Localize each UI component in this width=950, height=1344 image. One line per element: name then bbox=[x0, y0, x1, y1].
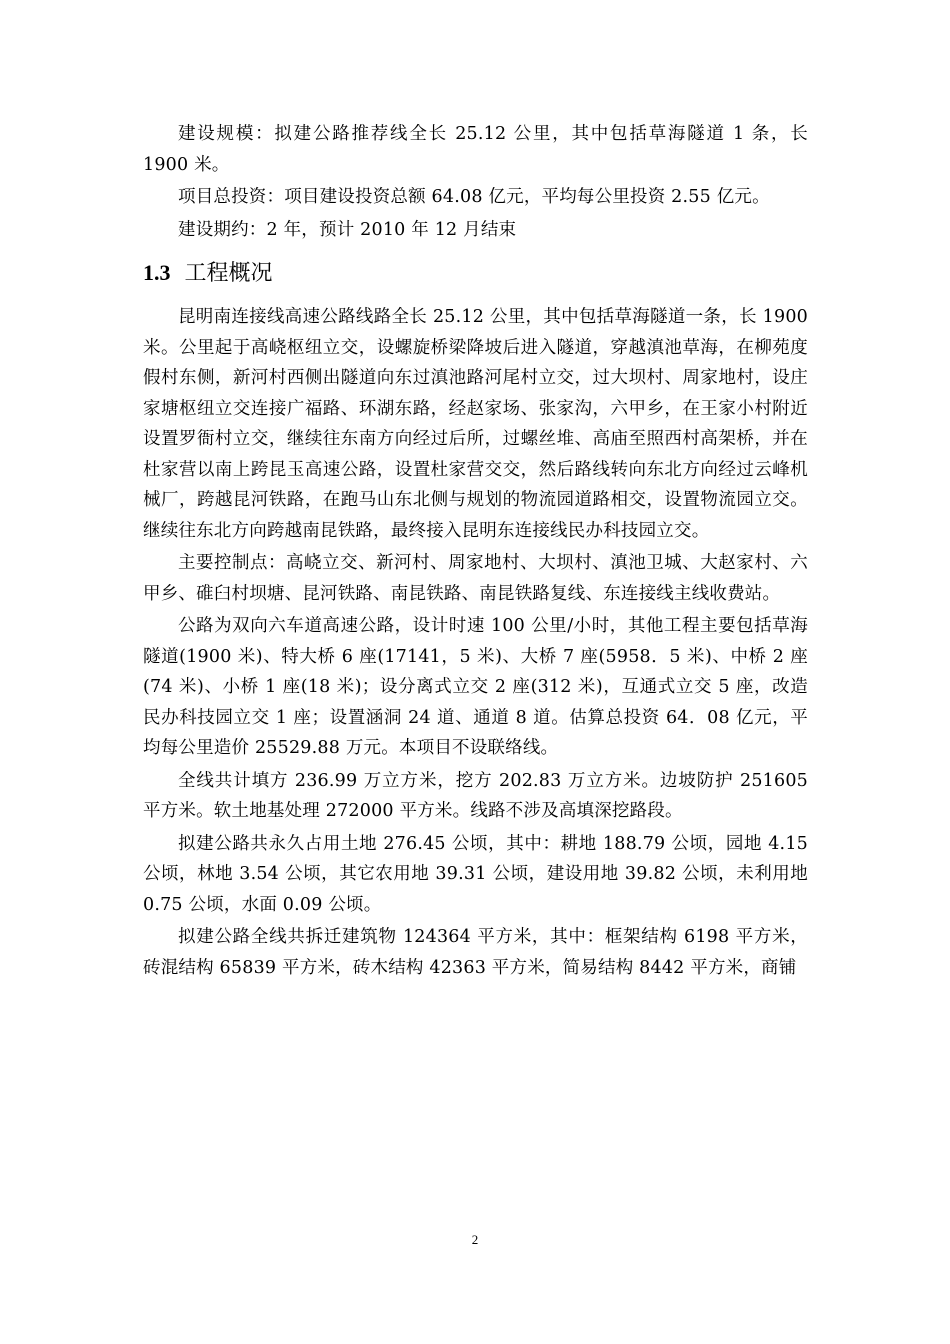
paragraph-engineering-works: 公路为双向六车道高速公路，设计时速 100 公里/小时，其他工程主要包括草海隧道(1900 米)、特大桥 6 座(17141，5 米)、大桥 7 座(5958．5 米)、中桥 2 座(74 米)、小桥 1 座(18 米)；设分离式立交 2 座(312 米)，互通式立交 5 座，改造民办科技园立交 1 座；设置涵洞 24 道、通道 8 道。估算总投资 64．08 亿元，平均每公里造价 25529.88 万元。本项目不设联络线。 bbox=[143, 616, 808, 758]
paragraph-land-use: 拟建公路共永久占用土地 276.45 公顷，其中：耕地 188.79 公顷，园地 4.15 公顷，林地 3.54 公顷，其它农用地 39.31 公顷，建设用地 39.82 公顷，未利用地 0.75 公顷，水面 0.09 公顷。 bbox=[143, 833, 808, 915]
paragraph-construction-scale: 建设规模：拟建公路推荐线全长 25.12 公里，其中包括草海隧道 1 条，长 1900 米。 bbox=[143, 124, 808, 175]
paragraph-earthworks: 全线共计填方 236.99 万立方米，挖方 202.83 万立方米。边坡防护 251605 平方米。软土地基处理 272000 平方米。线路不涉及高填深挖路段。 bbox=[143, 770, 808, 821]
section-heading bbox=[143, 257, 808, 290]
paragraph-route-overview: 昆明南连接线高速公路线路全长 25.12 公里，其中包括草海隧道一条，长 1900 米。公里起于高峣枢纽立交，设螺旋桥梁降坡后进入隧道，穿越滇池草海，在柳苑度假村东侧，新河村西侧出隧道向东过滇池路河尾村立交，过大坝村、周家地村，设庄家塘枢纽立交连接广福路、环湖东路，经赵家场、张家沟，六甲乡，在王家小村附近设置罗衙村立交，继续往东南方向经过后所，过螺丝堆、高庙至照西村高架桥，并在杜家营以南上跨昆玉高速公路，设置杜家营交交，然后路线转向东北方向经过云峰机械厂，跨越昆河铁路，在跑马山东北侧与规划的物流园道路相交，设置物流园立交。继续往东北方向跨越南昆铁路，最终接入昆明东连接线民办科技园立交。 bbox=[143, 307, 808, 541]
paragraph-construction-period: 建设期约：2 年，预计 2010 年 12 月结束 bbox=[178, 219, 517, 240]
section-title: 工程概况 bbox=[184, 261, 273, 286]
page-content bbox=[143, 119, 808, 983]
paragraph-control-points: 主要控制点：高峣立交、新河村、周家地村、大坝村、滇池卫城、大赵家村、六甲乡、碓臼村坝塘、昆河铁路、南昆铁路、南昆铁路复线、东连接线主线收费站。 bbox=[143, 553, 808, 604]
paragraph-total-investment: 项目总投资：项目建设投资总额 64.08 亿元，平均每公里投资 2.55 亿元。 bbox=[178, 187, 770, 207]
paragraph-demolition: 拟建公路全线共拆迁建筑物 124364 平方米，其中：框架结构 6198 平方米，砖混结构 65839 平方米，砖木结构 42363 平方米，简易结构 8442 平方米，商铺 bbox=[143, 927, 808, 978]
page-number: 2 bbox=[471, 1232, 479, 1247]
section-number: 1.3 bbox=[143, 260, 171, 285]
